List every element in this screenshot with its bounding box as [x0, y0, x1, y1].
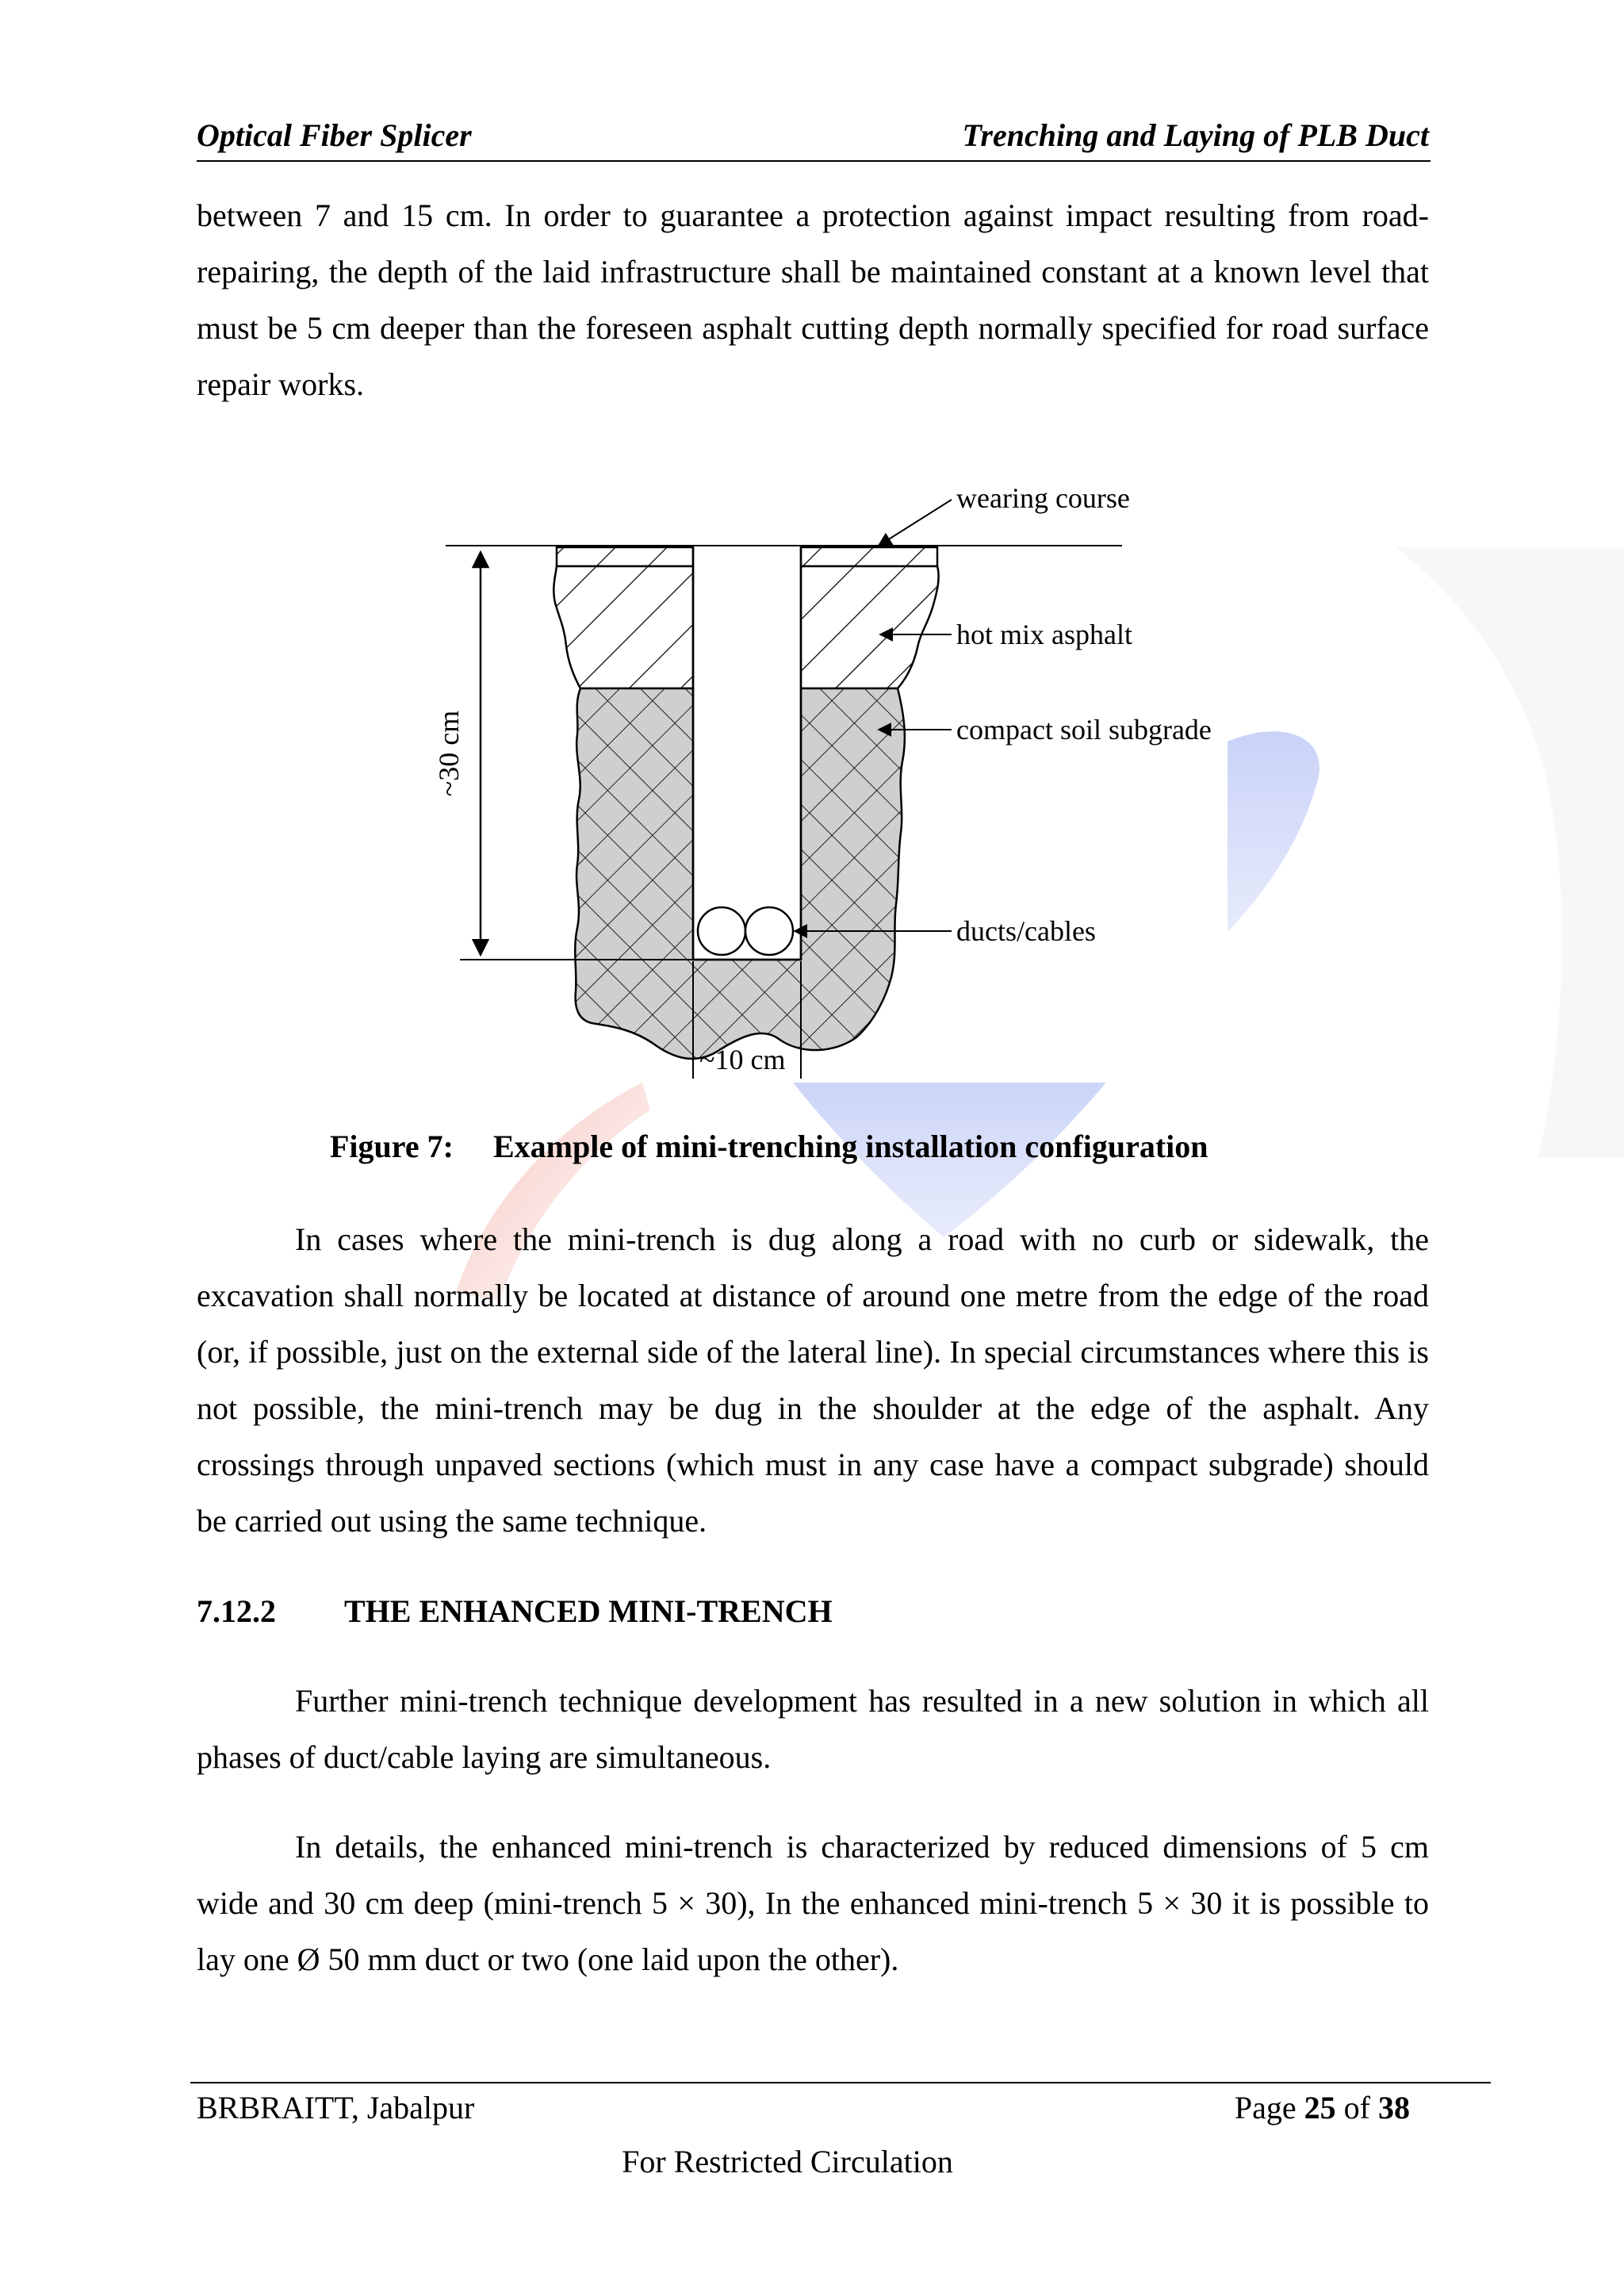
paragraph-3: Further mini-trench technique development has resulted in a new solution in which all phases of duct/cable laying are simultaneous.	[197, 1683, 1429, 1775]
paragraph-2: In cases where the mini-trench is dug along a road with no curb or sidewalk, the excavation shall normally be located at distance of around one metre from the edge of the road (or, if possible, just on the external side of the lateral line). In special circumstances where this is not possible, the mini-trench may be dug in the shoulder at the edge of the asphalt. Any crossings through unpaved sections (which must in any case have a compact subgrade) should be carried out using the same technique.	[197, 1221, 1429, 1539]
section-title: THE ENHANCED MINI-TRENCH	[344, 1593, 833, 1629]
trench-walls	[693, 547, 801, 960]
page-current: 25	[1304, 2090, 1336, 2125]
circulation-note: For Restricted Circulation	[622, 2144, 953, 2179]
paragraph-1: between 7 and 15 cm. In order to guarantee a protection against impact resulting from road-repairing, the depth of the laid infrastructure shall be maintained constant at a known level that must be 5 cm deeper than the foreseen asphalt cutting depth normally specified for road surface repair works.	[197, 197, 1429, 402]
header-title-left: Optical Fiber Splicer	[197, 117, 472, 153]
figure-caption-text: Example of mini-trenching installation configuration	[493, 1129, 1208, 1164]
footer-institute: BRBRAITT, Jabalpur	[197, 2090, 475, 2125]
hot-mix-asphalt-label: hot mix asphalt	[956, 619, 1132, 650]
paragraph-4: In details, the enhanced mini-trench is characterized by reduced dimensions of 5 cm wide and 30 cm deep (mini-trench 5 × 30), In the enhanced mini-trench 5 × 30 it is possible to lay one Ø 50 mm duct or two (one laid upon the other).	[197, 1829, 1429, 1977]
footer-rule	[190, 2082, 1491, 2083]
figure-caption	[330, 1128, 1208, 1165]
page-number	[1235, 2089, 1410, 2126]
hot-mix-asphalt-layer	[553, 566, 938, 688]
compact-soil-layer	[575, 688, 905, 1059]
page-header	[197, 119, 1431, 162]
section-heading	[197, 1593, 833, 1630]
section-number: 7.12.2	[197, 1593, 276, 1629]
mini-trench-figure	[428, 476, 1285, 1087]
figure-caption-number: Figure 7:	[330, 1129, 454, 1164]
page-separator: of	[1335, 2090, 1378, 2125]
page-prefix: Page	[1234, 2090, 1304, 2125]
ducts-cables-label: ducts/cables	[956, 915, 1096, 947]
compact-soil-label: compact soil subgrade	[956, 714, 1212, 746]
header-title-right: Trenching and Laying of PLB Duct	[962, 117, 1429, 153]
page-total: 38	[1378, 2090, 1410, 2125]
wearing-course-label: wearing course	[956, 482, 1130, 514]
duct-circles	[698, 907, 793, 955]
depth-label: ~30 cm	[433, 710, 465, 797]
width-label: ~10 cm	[699, 1044, 786, 1075]
wearing-course-layer	[557, 547, 937, 566]
